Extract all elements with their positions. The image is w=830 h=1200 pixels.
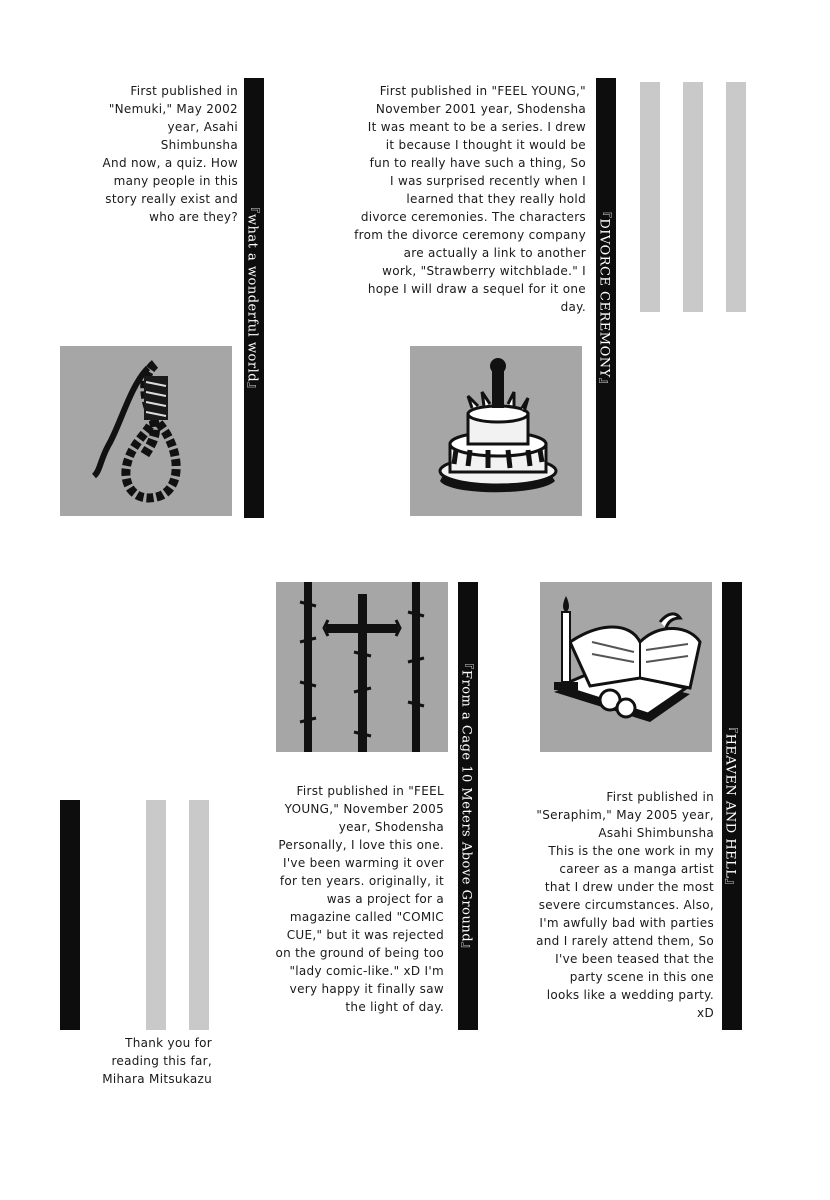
wonderful-world-title: 『what a wonderful world』	[244, 200, 260, 396]
note-line: story really exist and	[105, 192, 238, 206]
cage-title-bar	[458, 582, 478, 1030]
note-line: and I rarely attend them, So	[536, 934, 714, 948]
thorn-cross-icon	[276, 582, 448, 752]
note-line: from the divorce ceremony company	[354, 228, 586, 242]
note-line: Personally, I love this one.	[278, 838, 444, 852]
note-line: on the ground of being too	[275, 946, 444, 960]
note-line: year, Shodensha	[338, 820, 444, 834]
note-line: day.	[560, 300, 586, 314]
noose-illustration	[60, 346, 232, 516]
wonderful-world-note	[60, 82, 238, 226]
heaven-hell-title: 『HEAVEN AND HELL』	[722, 720, 738, 892]
decorative-black-bar	[60, 800, 80, 1030]
note-line: are actually a link to another	[403, 246, 586, 260]
cake-icon	[410, 346, 582, 516]
note-line: that I drew under the most	[544, 880, 714, 894]
closing-note	[60, 1034, 212, 1088]
decorative-gray-bar	[726, 82, 746, 312]
wonderful-world-title-bar	[244, 78, 264, 518]
note-line: divorce ceremonies. The characters	[360, 210, 586, 224]
thorn-cross-illustration	[276, 582, 448, 752]
note-line: YOUNG," November 2005	[284, 802, 444, 816]
note-line: "Seraphim," May 2005 year,	[536, 808, 714, 822]
cage-note	[254, 782, 444, 1016]
note-line: work, "Strawberry witchblade." I	[382, 264, 586, 278]
note-line: severe circumstances. Also,	[538, 898, 714, 912]
note-line: I'm awfully bad with parties	[539, 916, 714, 930]
divorce-ceremony-note	[328, 82, 586, 316]
note-line: fun to really have such a thing, So	[369, 156, 586, 170]
note-line: learned that they really hold	[406, 192, 586, 206]
note-line: magazine called "COMIC	[289, 910, 444, 924]
note-line: hope I will draw a sequel for it one	[367, 282, 586, 296]
note-line: And now, a quiz. How	[102, 156, 238, 170]
decorative-gray-bar	[683, 82, 703, 312]
note-line: who are they?	[149, 210, 238, 224]
noose-icon	[60, 346, 232, 516]
note-line: November 2001 year, Shodensha	[375, 102, 586, 116]
note-line: party scene in this one	[569, 970, 714, 984]
note-line: First published in	[606, 790, 714, 804]
note-line: It was meant to be a series. I drew	[367, 120, 586, 134]
book-candle-illustration	[540, 582, 712, 752]
note-line: Asahi Shimbunsha	[598, 826, 714, 840]
closing-line: Thank you for	[125, 1036, 212, 1050]
decorative-gray-bar	[146, 800, 166, 1030]
note-line: "Nemuki," May 2002	[108, 102, 238, 116]
divorce-ceremony-title-bar	[596, 78, 616, 518]
note-line: I've been warming it over	[282, 856, 444, 870]
note-line: career as a manga artist	[559, 862, 714, 876]
closing-line: reading this far,	[111, 1054, 212, 1068]
note-line: for ten years. originally, it	[279, 874, 444, 888]
note-line: This is the one work in my	[548, 844, 714, 858]
cake-illustration	[410, 346, 582, 516]
decorative-gray-bar	[189, 800, 209, 1030]
note-line: year, Asahi	[167, 120, 238, 134]
closing-line: Mihara Mitsukazu	[102, 1072, 212, 1086]
note-line: CUE," but it was rejected	[286, 928, 444, 942]
note-line: very happy it finally saw	[289, 982, 444, 996]
note-line: looks like a wedding party.	[546, 988, 714, 1002]
note-line: the light of day.	[345, 1000, 444, 1014]
heaven-hell-note	[504, 788, 714, 1022]
note-line: I've been teased that the	[555, 952, 714, 966]
divorce-ceremony-title: 『DIVORCE CEREMONY』	[596, 204, 612, 392]
book-candle-icon	[540, 582, 712, 752]
note-line: "lady comic-like." xD I'm	[289, 964, 444, 978]
note-line: many people in this	[113, 174, 238, 188]
cage-title: 『From a Cage 10 Meters Above Ground』	[458, 656, 474, 956]
note-line: First published in "FEEL YOUNG,"	[379, 84, 586, 98]
decorative-gray-bar	[640, 82, 660, 312]
note-line: was a project for a	[326, 892, 444, 906]
note-line: First published in "FEEL	[296, 784, 444, 798]
note-line: xD	[697, 1006, 714, 1020]
heaven-hell-title-bar	[722, 582, 742, 1030]
note-line: First published in	[130, 84, 238, 98]
note-line: Shimbunsha	[160, 138, 238, 152]
note-line: I was surprised recently when I	[390, 174, 586, 188]
note-line: it because I thought it would be	[385, 138, 586, 152]
